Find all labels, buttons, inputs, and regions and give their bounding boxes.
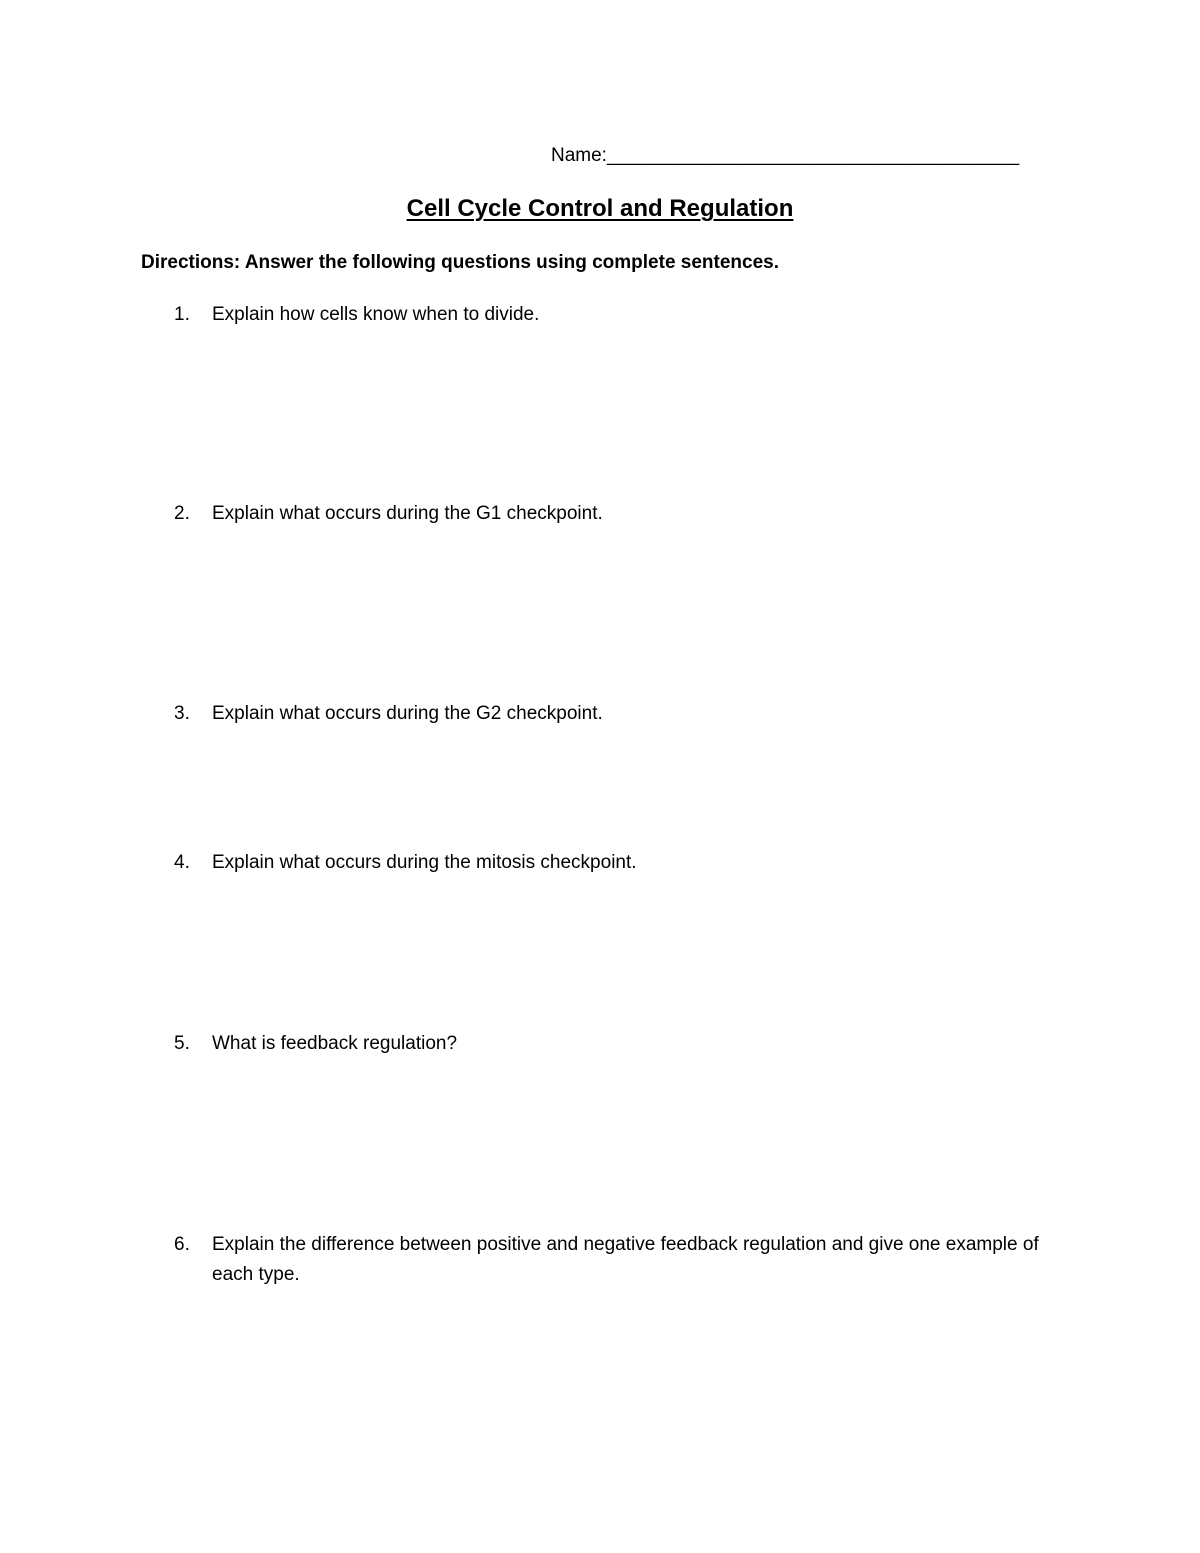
directions: Directions: Answer the following questions using complete sentences. (141, 252, 780, 273)
question-item-6 (174, 1230, 1074, 1290)
question-text: What is feedback regulation? (212, 1033, 458, 1054)
question-text: Explain what occurs during the mitosis checkpoint. (212, 852, 637, 873)
name-blank-line[interactable]: _______________________________________ (606, 145, 1020, 166)
question-number: 3. (174, 703, 190, 724)
question-item-2 (174, 499, 1074, 529)
question-number: 5. (174, 1033, 190, 1054)
question-item-3 (174, 699, 1074, 729)
question-text: Explain what occurs during the G2 checkpoint. (212, 703, 603, 724)
question-item-5 (174, 1029, 1074, 1059)
question-number: 1. (174, 304, 190, 325)
question-text: Explain what occurs during the G1 checkpoint. (212, 503, 603, 524)
question-number: 6. (174, 1234, 190, 1255)
name-field[interactable] (551, 143, 1019, 169)
question-item-4 (174, 848, 1074, 878)
question-number: 2. (174, 503, 190, 524)
name-label: Name: (551, 145, 607, 166)
question-number: 4. (174, 852, 190, 873)
question-text: Explain how cells know when to divide. (212, 304, 540, 325)
question-text: Explain the difference between positive and negative feedback regulation and give one example of each type. (212, 1234, 1039, 1285)
page-title: Cell Cycle Control and Regulation (406, 195, 794, 222)
question-item-1 (174, 300, 1074, 330)
